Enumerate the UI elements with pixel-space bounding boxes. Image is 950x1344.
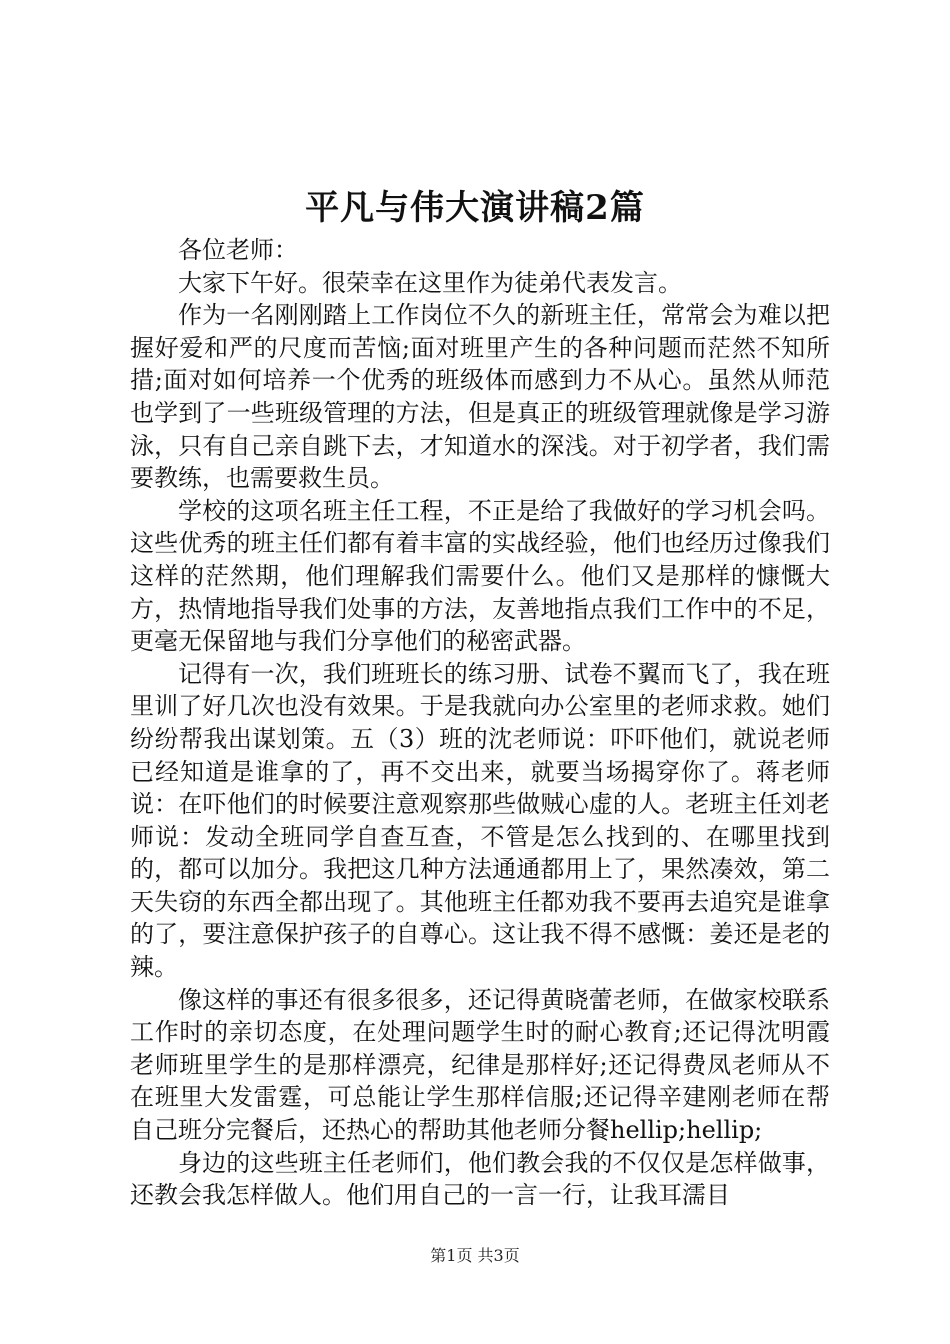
paragraph-intro: 作为一名刚刚踏上工作岗位不久的新班主任，常常会为难以把握好爱和严的尺度而苦恼;面对班里产生的各种问题而茫然不知所措;面对如何培养一个优秀的班级体而感到力不从心。虽然从师范也学到了一些班级管理的方法，但是真正的班级管理就像是学习游泳，只有自己亲自跳下去，才知道水的深浅。对于初学者，我们需要教练，也需要救生员。 (130, 301, 830, 493)
document-title: 平凡与伟大演讲稿2篇 (305, 188, 645, 228)
paragraph-greeting: 大家下午好。很荣幸在这里作为徒弟代表发言。 (178, 268, 682, 297)
paragraph-salutation: 各位老师： (178, 236, 298, 264)
paragraph-closing: 身边的这些班主任老师们，他们教会我的不仅仅是怎样做事，还教会我怎样做人。他们用自己的一言一行，让我耳濡目 (130, 1148, 830, 1210)
paragraph-examples: 像这样的事还有很多很多，还记得黄晓蕾老师，在做家校联系工作时的亲切态度，在处理问题学生时的耐心教育;还记得沈明霞老师班里学生的是那样漂亮，纪律是那样好;还记得费凤老师从不在班里大发雷霆，可总能让学生那样信服;还记得辛建刚老师在帮自己班分完餐后，还热心的帮助其他老师分餐hellip;hellip; (130, 985, 830, 1145)
page-footer: 第1页 共3页 (430, 1246, 520, 1265)
document-body (130, 234, 830, 1212)
paragraph-story: 记得有一次，我们班班长的练习册、试卷不翼而飞了，我在班里训了好几次也没有效果。于是我就向办公室里的老师求救。她们纷纷帮我出谋划策。五（3）班的沈老师说：吓吓他们，就说老师已经知道是谁拿的了，再不交出来，就要当场揭穿你了。蒋老师说：在吓他们的时候要注意观察那些做贼心虚的人。老班主任刘老师说：发动全班同学自查互查，不管是怎么找到的、在哪里找到的，都可以加分。我把这几种方法通通都用上了，果然凑效，第二天失窃的东西全都出现了。其他班主任都劝我不要再去追究是谁拿的了，要注意保护孩子的自尊心。这让我不得不感慨：姜还是老的辣。 (130, 659, 830, 982)
paragraph-program: 学校的这项名班主任工程，不正是给了我做好的学习机会吗。这些优秀的班主任们都有着丰富的实战经验，他们也经历过像我们这样的茫然期，他们理解我们需要什么。他们又是那样的慷慨大方，热情地指导我们处事的方法，友善地指点我们工作中的不足，更毫无保留地与我们分享他们的秘密武器。 (130, 496, 830, 656)
